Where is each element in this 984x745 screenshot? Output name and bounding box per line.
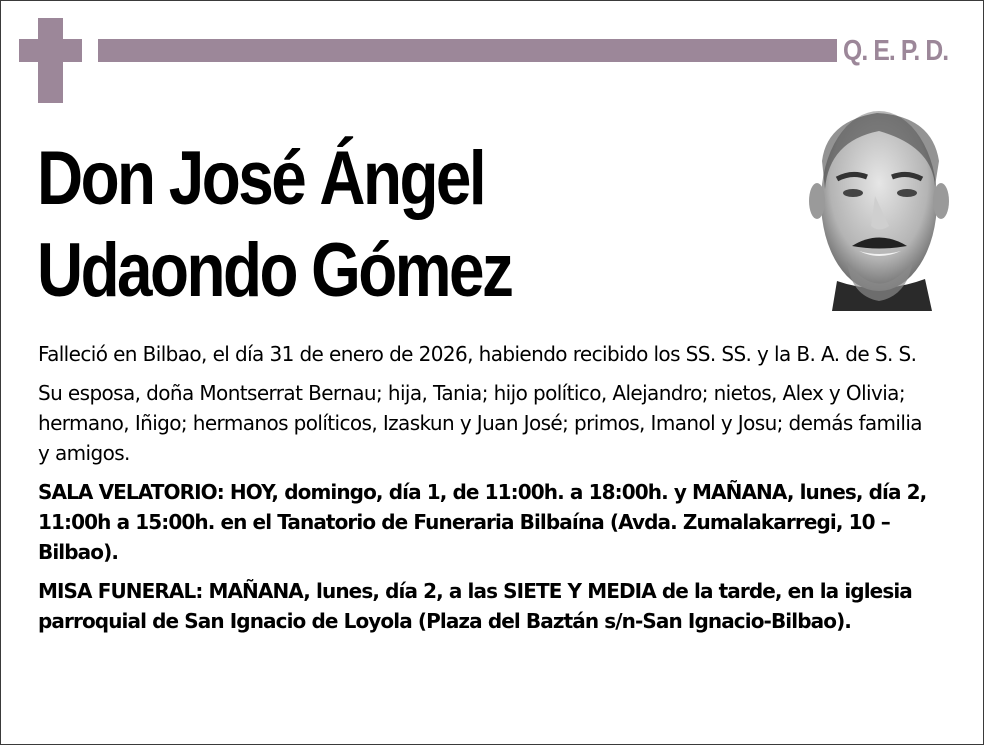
deceased-name-line2: Udaondo Gómez — [37, 228, 512, 313]
portrait-photo — [807, 101, 952, 311]
latin-cross-icon-arm — [19, 39, 82, 62]
qepd-label: Q. E. P. D. — [843, 35, 949, 67]
death-notice: Falleció en Bilbao, el día 31 de enero de 2026, habiendo recibido los SS. SS. y la B. A. de S. S. — [38, 342, 917, 366]
header-divider-bar — [98, 39, 837, 62]
funeral-info: MISA FUNERAL: MAÑANA, lunes, día 2, a las SIETE Y MEDIA de la tarde, en la iglesia parroquial de San Ignacio de Loyola (Plaza del Baztán s/n-San Ignacio-Bilbao). — [38, 579, 912, 633]
portrait-photo-icon — [807, 101, 952, 311]
deceased-name — [37, 133, 511, 317]
wake-info: SALA VELATORIO: HOY, domingo, día 1, de 11:00h. a 18:00h. y MAÑANA, lunes, día 2, 11:00h a 15:00h. en el Tanatorio de Funeraria Bilbaína (Avda. Zumalakarregi, 10 – Bilbao). — [38, 480, 927, 564]
family-list: Su esposa, doña Montserrat Bernau; hija, Tania; hijo político, Alejandro; nietos, Alex y Olivia; hermano, Iñigo; hermanos políticos, Izaskun y Juan José; primos, Imanol y Josu; demás familia y amigos. — [38, 381, 922, 465]
obituary-body — [38, 339, 928, 645]
deceased-name-line1: Don José Ángel — [37, 136, 485, 221]
